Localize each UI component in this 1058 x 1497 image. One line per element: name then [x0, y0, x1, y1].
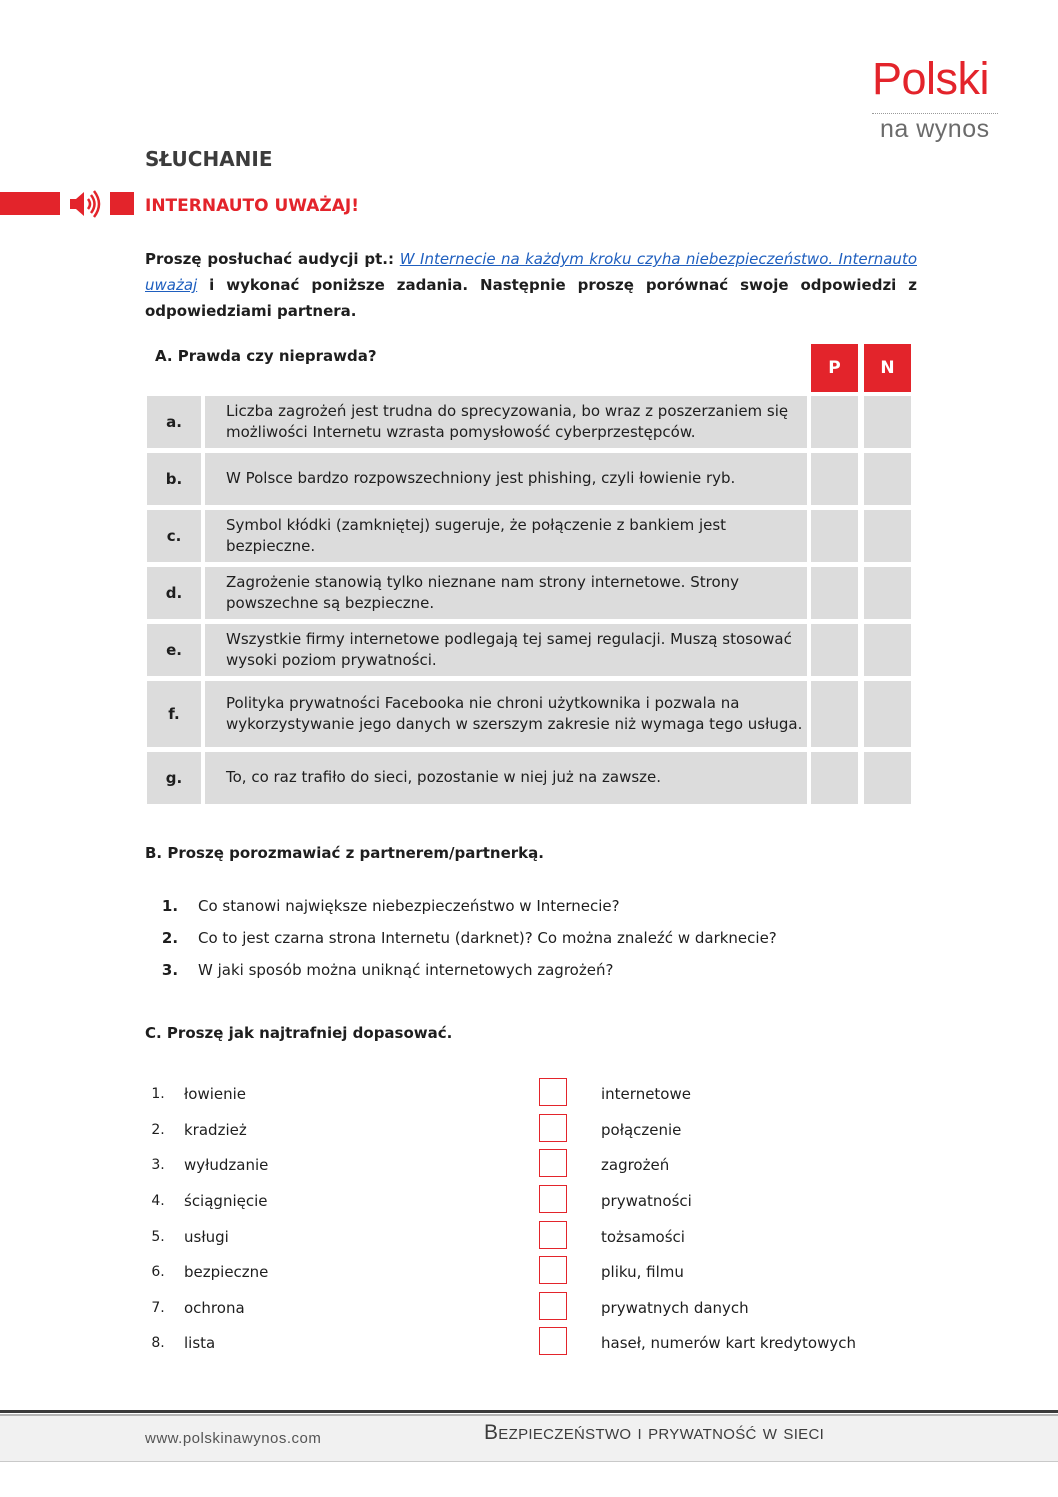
answer-box-n[interactable] — [864, 624, 911, 676]
question-text: Co stanowi największe niebezpieczeństwo w Internecie? — [198, 897, 620, 915]
answer-box-p[interactable] — [811, 453, 858, 505]
match-answer-box[interactable] — [539, 1149, 567, 1177]
match-left-term: łowienie — [184, 1085, 247, 1103]
row-letter: a. — [147, 396, 201, 448]
row-letter: b. — [147, 453, 201, 505]
column-header-n: N — [864, 344, 911, 392]
red-square-decoration — [110, 192, 134, 215]
answer-box-n[interactable] — [864, 752, 911, 804]
match-right-term: prywatności — [601, 1192, 692, 1210]
logo-divider — [872, 113, 998, 114]
question-number: 1. — [161, 897, 179, 915]
page-title: SŁUCHANIE — [145, 147, 273, 171]
statement-text: W Polsce bardzo rozpowszechniony jest phishing, czyli łowienie ryb. — [205, 453, 807, 505]
answer-box-p[interactable] — [811, 624, 858, 676]
match-right-term: zagrożeń — [601, 1156, 670, 1174]
answer-box-n[interactable] — [864, 453, 911, 505]
row-letter: f. — [147, 681, 201, 747]
match-left-term: bezpieczne — [184, 1263, 269, 1281]
statement-text: Symbol kłódki (zamkniętej) sugeruje, że połączenie z bankiem jest bezpieczne. — [205, 510, 807, 562]
match-answer-box[interactable] — [539, 1221, 567, 1249]
instructions-after: i wykonać poniższe zadania. Następnie proszę porównać swoje odpowiedzi z odpowiedziami partnera. — [145, 276, 917, 320]
instructions — [145, 246, 917, 324]
match-answer-box[interactable] — [539, 1114, 567, 1142]
match-number: 1. — [151, 1086, 165, 1102]
question-text: W jaki sposób można uniknąć internetowych zagrożeń? — [198, 961, 614, 979]
match-number: 6. — [151, 1264, 165, 1280]
match-right-term: pliku, filmu — [601, 1263, 684, 1281]
statement-text: Zagrożenie stanowią tylko nieznane nam strony internetowe. Strony powszechne są bezpieczne. — [205, 567, 807, 619]
answer-box-n[interactable] — [864, 396, 911, 448]
match-number: 8. — [151, 1335, 165, 1351]
answer-box-p[interactable] — [811, 567, 858, 619]
section-b-title: B. Proszę porozmawiać z partnerem/partnerką. — [145, 844, 544, 862]
match-right-term: haseł, numerów kart kredytowych — [601, 1334, 856, 1352]
audio-link[interactable]: W Internecie na każdym kroku czyha niebezpieczeństwo. Internauto uważaj — [145, 250, 917, 294]
statement-text: Liczba zagrożeń jest trudna do sprecyzowania, bo wraz z poszerzaniem się możliwości Internetu wzrasta pomysłowość cyberprzestępców. — [205, 396, 807, 448]
question-number: 3. — [161, 961, 179, 979]
match-right-term: połączenie — [601, 1121, 682, 1139]
match-left-term: ochrona — [184, 1299, 245, 1317]
match-left-term: kradzież — [184, 1121, 247, 1139]
match-number: 3. — [151, 1157, 165, 1173]
speaker-icon[interactable] — [68, 189, 102, 219]
answer-box-n[interactable] — [864, 567, 911, 619]
match-number: 7. — [151, 1300, 165, 1316]
answer-box-n[interactable] — [864, 510, 911, 562]
exercise-subtitle: INTERNAUTO UWAŻAJ! — [145, 196, 359, 216]
answer-box-p[interactable] — [811, 681, 858, 747]
logo-polski: Polski — [872, 53, 990, 104]
match-right-term: tożsamości — [601, 1228, 685, 1246]
match-right-term: internetowe — [601, 1085, 691, 1103]
match-answer-box[interactable] — [539, 1185, 567, 1213]
footer-title: Bezpieczeństwo i prywatność w sieci — [484, 1421, 825, 1444]
section-c-title: C. Proszę jak najtrafniej dopasować. — [145, 1024, 453, 1042]
instructions-before: Proszę posłuchać audycji pt.: — [145, 250, 400, 268]
match-answer-box[interactable] — [539, 1292, 567, 1320]
match-right-term: prywatnych danych — [601, 1299, 749, 1317]
match-left-term: usługi — [184, 1228, 229, 1246]
footer-bottom-line — [0, 1461, 1058, 1462]
logo-na-wynos: na wynos — [880, 115, 990, 143]
match-number: 5. — [151, 1229, 165, 1245]
question-number: 2. — [161, 929, 179, 947]
match-left-term: lista — [184, 1334, 216, 1352]
row-letter: d. — [147, 567, 201, 619]
question-text: Co to jest czarna strona Internetu (darknet)? Co można znaleźć w darknecie? — [198, 929, 777, 947]
footer-divider — [0, 1410, 1058, 1413]
column-header-p: P — [811, 344, 858, 392]
section-a-title: A. Prawda czy nieprawda? — [155, 347, 377, 365]
statement-text: Wszystkie firmy internetowe podlegają tej samej regulacji. Muszą stosować wysoki poziom prywatności. — [205, 624, 807, 676]
statement-text: Polityka prywatności Facebooka nie chroni użytkownika i pozwala na wykorzystywanie jego danych w szerszym zakresie niż wymaga tego usługa. — [205, 681, 807, 747]
answer-box-n[interactable] — [864, 681, 911, 747]
answer-box-p[interactable] — [811, 752, 858, 804]
row-letter: e. — [147, 624, 201, 676]
match-left-term: ściągnięcie — [184, 1192, 268, 1210]
red-bar-decoration — [0, 192, 60, 215]
statement-text: To, co raz trafiło do sieci, pozostanie w niej już na zawsze. — [205, 752, 807, 804]
answer-box-p[interactable] — [811, 396, 858, 448]
match-number: 4. — [151, 1193, 165, 1209]
match-answer-box[interactable] — [539, 1327, 567, 1355]
match-answer-box[interactable] — [539, 1078, 567, 1106]
answer-box-p[interactable] — [811, 510, 858, 562]
match-answer-box[interactable] — [539, 1256, 567, 1284]
match-number: 2. — [151, 1122, 165, 1138]
row-letter: g. — [147, 752, 201, 804]
footer-url[interactable]: www.polskinawynos.com — [145, 1430, 322, 1447]
row-letter: c. — [147, 510, 201, 562]
match-left-term: wyłudzanie — [184, 1156, 269, 1174]
